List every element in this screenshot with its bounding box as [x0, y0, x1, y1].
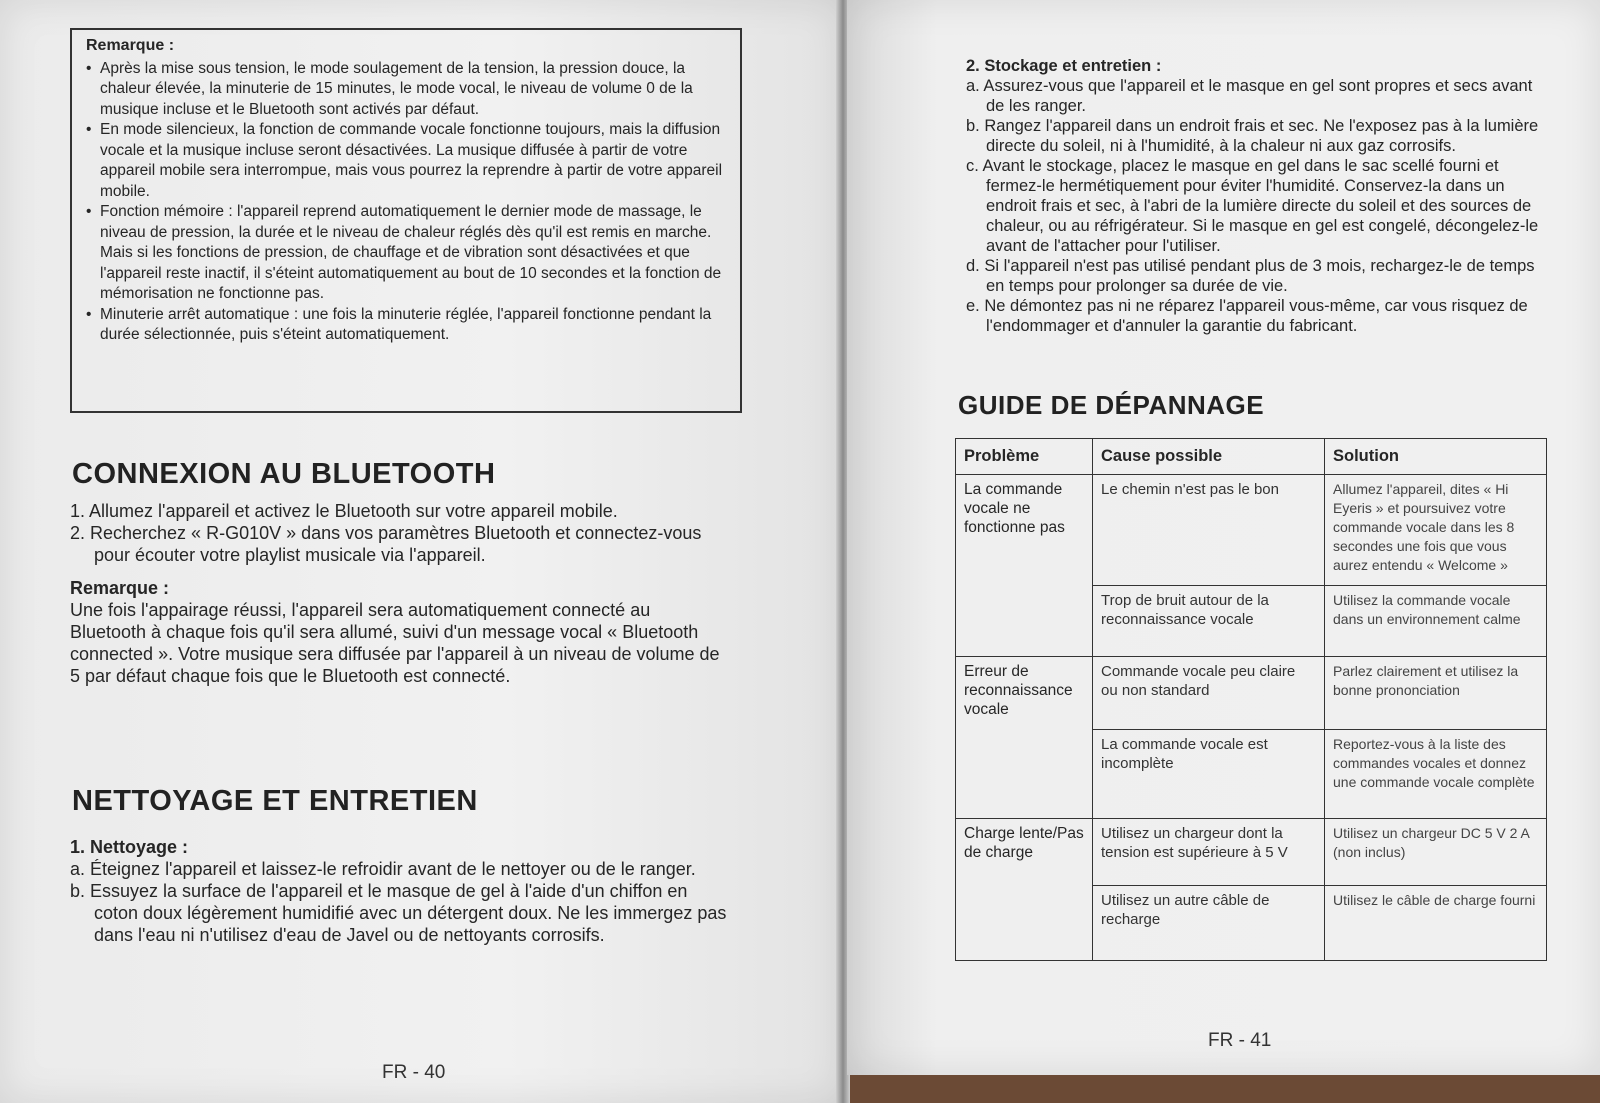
table-row	[956, 475, 1547, 586]
bluetooth-heading: CONNEXION AU BLUETOOTH	[72, 458, 496, 490]
cause-cell: Utilisez un autre câble de recharge	[1093, 886, 1325, 961]
page-number-left: FR - 40	[382, 1062, 446, 1083]
troubleshooting-table	[955, 438, 1547, 961]
solution-cell: Reportez-vous à la liste des commandes vocales et donnez une commande vocale complète	[1325, 730, 1547, 819]
header-problem: Problème	[956, 439, 1093, 475]
storage-item-b: b. Rangez l'appareil dans un endroit frais et sec. Ne l'exposez pas à la lumière directe du soleil, ni à l'humidité, à la chaleur ni aux gaz corrosifs.	[966, 117, 1539, 155]
note-bullet-1: • Après la mise sous tension, le mode soulagement de la tension, la pression douce, la chaleur élevée, la minuterie de 15 minutes, le mode vocal, le niveau de volume 0 de la musique incluse et le Bluetooth sont activés par défaut.	[100, 59, 726, 121]
bluetooth-note	[70, 577, 730, 687]
bluetooth-step-1: 1. Allumez l'appareil et activez le Bluetooth sur votre appareil mobile.	[70, 501, 618, 521]
cause-cell: La commande vocale est incomplète	[1093, 730, 1325, 819]
table-header-row	[956, 439, 1547, 475]
note-list	[86, 59, 726, 346]
bluetooth-steps	[70, 500, 730, 566]
table-row	[956, 819, 1547, 886]
problem-cell: Charge lente/Pas de charge	[956, 819, 1093, 961]
cause-cell: Le chemin n'est pas le bon	[1093, 475, 1325, 586]
page-number-right: FR - 41	[1208, 1030, 1272, 1051]
troubleshooting-heading: GUIDE DE DÉPANNAGE	[958, 390, 1265, 420]
storage-item-d: d. Si l'appareil n'est pas utilisé pendant plus de 3 mois, rechargez-le de temps en temps pour prolonger sa durée de vie.	[966, 257, 1535, 295]
solution-cell: Allumez l'appareil, dites « Hi Eyeris » et poursuivez votre commande vocale dans les 8 secondes une fois que vous aurez entendu « Welcome »	[1325, 475, 1547, 586]
note-bullet-2: • En mode silencieux, la fonction de commande vocale fonctionne toujours, mais la diffusion vocale et la musique incluse seront désactivées. La musique diffusée à partir de votre appareil mobile sera interrompue, mais vous pourrez la reprendre à partir de votre appareil mobile.	[100, 120, 726, 202]
cause-cell: Utilisez un chargeur dont la tension est supérieure à 5 V	[1093, 819, 1325, 886]
solution-cell: Parlez clairement et utilisez la bonne prononciation	[1325, 657, 1547, 730]
problem-cell: Erreur de reconnaissance vocale	[956, 657, 1093, 819]
solution-cell: Utilisez un chargeur DC 5 V 2 A (non inclus)	[1325, 819, 1547, 886]
solution-cell: Utilisez la commande vocale dans un environnement calme	[1325, 586, 1547, 657]
note-bullet-4: • Minuterie arrêt automatique : une fois la minuterie réglée, l'appareil fonctionne pendant la durée sélectionnée, puis s'éteint automatiquement.	[100, 305, 726, 346]
cleaning-heading: NETTOYAGE ET ENTRETIEN	[72, 785, 478, 817]
cleaning-item-b: b. Essuyez la surface de l'appareil et le masque de gel à l'aide d'un chiffon en coton doux légèrement humidifié avec un détergent doux. Ne les immergez pas dans l'eau ni n'utilisez d'eau de Javel ou de nettoyants corrosifs.	[70, 881, 727, 945]
note-box	[70, 28, 742, 413]
problem-cell: La commande vocale ne fonctionne pas	[956, 475, 1093, 657]
cause-cell: Trop de bruit autour de la reconnaissance vocale	[1093, 586, 1325, 657]
note-bullet-3: • Fonction mémoire : l'appareil reprend automatiquement le dernier mode de massage, le niveau de pression, la durée et le niveau de chaleur réglés dès qu'il est remis en marche. Mais si les fonctions de pression, de chauffage et de vibration sont désactivées et que l'appareil reste inactif, il s'éteint automatiquement au bout de 10 secondes et la fonction de mémorisation ne fonctionne pas.	[100, 202, 726, 305]
storage-section	[966, 56, 1546, 336]
bluetooth-step-2: 2. Recherchez « R-G010V » dans vos paramètres Bluetooth et connectez-vous pour écouter votre playlist musicale via l'appareil.	[70, 523, 702, 565]
table-row	[956, 657, 1547, 730]
header-solution: Solution	[1325, 439, 1547, 475]
right-page	[847, 0, 1600, 1075]
cleaning-item-a: a. Éteignez l'appareil et laissez-le refroidir avant de le nettoyer ou de le ranger.	[70, 859, 696, 879]
bluetooth-note-text: Une fois l'appairage réussi, l'appareil sera automatiquement connecté au Bluetooth à chaque fois qu'il sera allumé, suivi d'un message vocal « Bluetooth connected ». Votre musique sera diffusée par l'appareil à un niveau de volume de 5 par défaut chaque fois que le Bluetooth est connecté.	[70, 600, 720, 686]
cause-cell: Commande vocale peu claire ou non standard	[1093, 657, 1325, 730]
header-cause: Cause possible	[1093, 439, 1325, 475]
note-title: Remarque :	[86, 37, 175, 54]
storage-item-c: c. Avant le stockage, placez le masque en gel dans le sac scellé fourni et fermez-le hermétiquement pour éviter l'humidité. Conservez-la dans un endroit frais et sec, à l'abri de la lumière directe du soleil et des sources de chaleur, ou au réfrigérateur. Si le masque en gel est congelé, décongelez-le avant de l'attacher pour l'utiliser.	[966, 157, 1539, 255]
storage-item-e: e. Ne démontez pas ni ne réparez l'appareil vous-même, car vous risquez de l'endommager et d'annuler la garantie du fabricant.	[966, 297, 1528, 335]
solution-cell: Utilisez le câble de charge fourni	[1325, 886, 1547, 961]
cleaning-section	[70, 836, 730, 946]
storage-item-a: a. Assurez-vous que l'appareil et le masque en gel sont propres et secs avant de les ranger.	[966, 77, 1533, 115]
storage-subtitle: 2. Stockage et entretien :	[966, 57, 1162, 75]
cleaning-subtitle: 1. Nettoyage :	[70, 837, 189, 857]
bluetooth-note-title: Remarque :	[70, 578, 170, 598]
